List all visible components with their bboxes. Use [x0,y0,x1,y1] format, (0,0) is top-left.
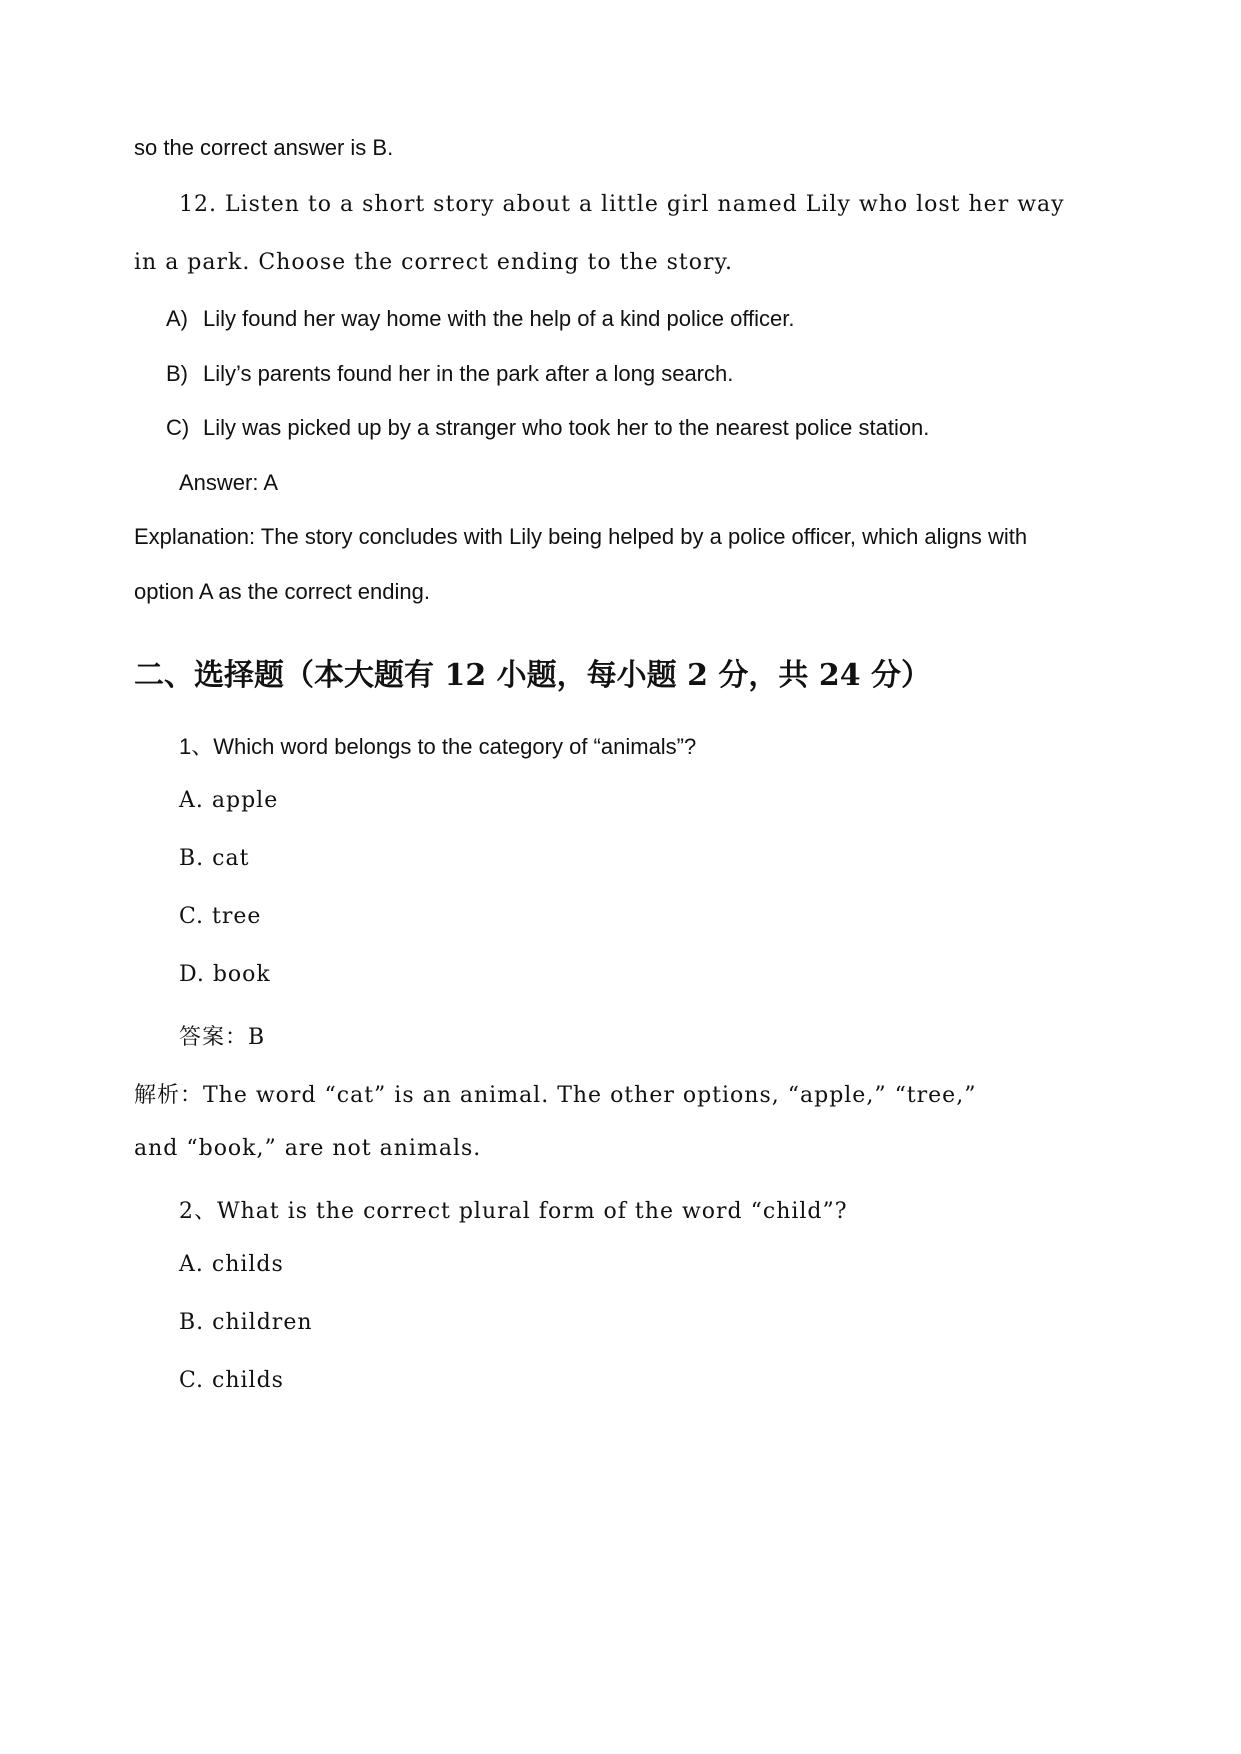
question-12-option-c [166,415,929,441]
option-letter: A) [166,306,188,331]
question-12-option-b [166,361,733,387]
question-1-text: 1、Which word belongs to the category of “animals”? [179,734,697,759]
question-1-analysis-line1: 解析：The word “cat” is an animal. The other options, “apple,” “tree,” [134,1083,977,1108]
question-12-option-a [166,306,795,332]
question-2-option-c: C. childs [179,1368,284,1393]
question-2-text: 2、What is the correct plural form of the word “child”? [179,1199,848,1224]
question-1-answer: 答案：B [179,1025,266,1050]
question-12-text-line1: 12. Listen to a short story about a little girl named Lily who lost her way [179,192,1065,217]
option-text: Lily found her way home with the help of a kind police officer. [203,306,795,331]
question-1-option-a: A. apple [179,788,279,813]
option-letter: B) [166,361,188,386]
question-1-option-c: C. tree [179,904,262,929]
question-12-text-line2: in a park. Choose the correct ending to the story. [134,250,733,275]
question-12-explanation-line1: Explanation: The story concludes with Lily being helped by a police officer, which aligns with [134,524,1028,549]
question-2-option-b: B. children [179,1310,313,1335]
question-1-option-b: B. cat [179,846,250,871]
option-letter: C) [166,415,190,440]
question-12-answer: Answer: A [179,470,279,495]
option-text: Lily’s parents found her in the park after a long search. [203,361,734,386]
question-2-option-a: A. childs [179,1252,284,1277]
question-1-option-d: D. book [179,962,271,987]
question-1-analysis-line2: and “book,” are not animals. [134,1136,482,1161]
previous-answer-tail: so the correct answer is B. [134,135,394,160]
question-12-explanation-line2: option A as the correct ending. [134,579,430,604]
option-text: Lily was picked up by a stranger who took her to the nearest police station. [203,415,930,440]
section-2-heading: 二、选择题（本大题有 12 小题，每小题 2 分，共 24 分） [134,658,932,693]
